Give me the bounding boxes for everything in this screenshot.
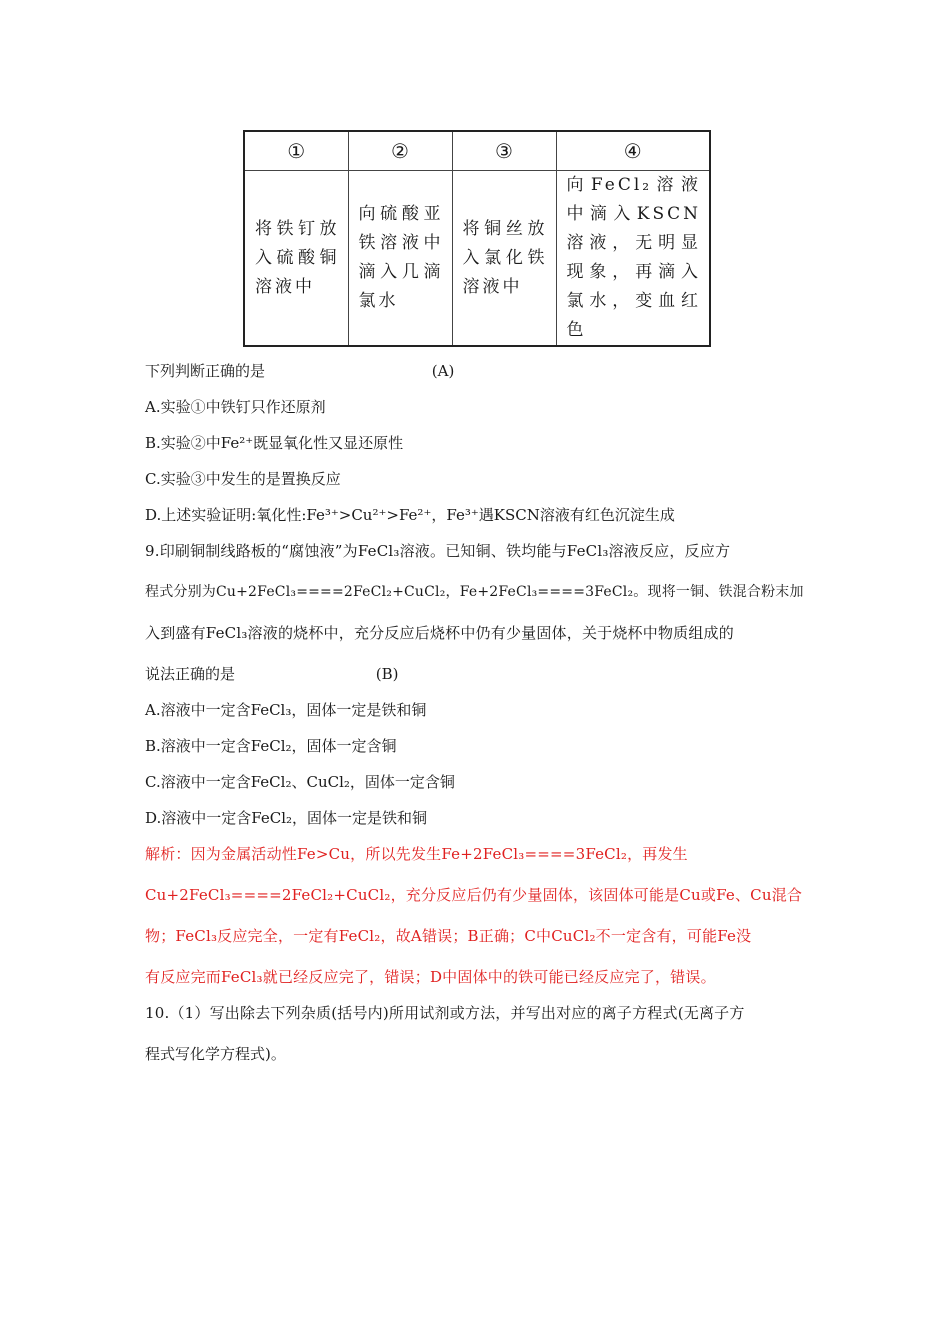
q8-option-a: A.实验①中铁钉只作还原剂 <box>145 398 326 416</box>
q9-stem-line-4 <box>145 663 399 684</box>
q8-option-b: B.实验②中Fe²⁺既显氧化性又显还原性 <box>145 434 404 452</box>
q9-analysis-line-1: 解析：因为金属活动性Fe>Cu，所以先发生Fe+2FeCl₃====3FeCl₂，再发生 <box>145 845 688 863</box>
q9-answer: (B) <box>375 665 399 683</box>
q9-analysis-line-2: Cu+2FeCl₃====2FeCl₂+CuCl₂，充分反应后仍有少量固体，该固体可能是Cu或Fe、Cu混合 <box>145 886 803 904</box>
q9-analysis-line-4: 有反应完而FeCl₃就已经反应完了，错误；D中固体中的铁可能已经反应完了，错误。 <box>145 968 716 986</box>
table-header-row <box>244 131 710 171</box>
table-header-1: ① <box>244 131 348 171</box>
q9-option-b: B.溶液中一定含FeCl₂，固体一定含铜 <box>145 737 397 755</box>
q8-option-d: D.上述实验证明:氧化性:Fe³⁺>Cu²⁺>Fe²⁺，Fe³⁺遇KSCN溶液有红色沉淀生成 <box>145 506 675 524</box>
q8-stem-line <box>145 360 454 381</box>
q9-stem-line-2: 程式分别为Cu+2FeCl₃====2FeCl₂+CuCl₂，Fe+2FeCl₃====3FeCl₂。现将一铜、铁混合粉末加 <box>145 584 804 600</box>
q8-stem: 下列判断正确的是 <box>145 362 266 380</box>
table-cell-3: 将铜丝放入氯化铁溶液中 <box>452 171 556 347</box>
table-header-3: ③ <box>452 131 556 171</box>
q8-answer: (A) <box>431 362 455 380</box>
q9-stem-line-3: 入到盛有FeCl₃溶液的烧杯中，充分反应后烧杯中仍有少量固体，关于烧杯中物质组成的 <box>145 624 734 642</box>
q8-option-c: C.实验③中发生的是置换反应 <box>145 470 341 488</box>
table-cell-4: 向FeCl₂溶液中滴入KSCN溶液，无明显现象，再滴入氯水，变血红色 <box>556 171 710 347</box>
q9-option-c: C.溶液中一定含FeCl₂、CuCl₂，固体一定含铜 <box>145 773 455 791</box>
table-row <box>244 171 710 347</box>
q9-option-a: A.溶液中一定含FeCl₃，固体一定是铁和铜 <box>145 701 427 719</box>
experiment-table <box>243 130 711 347</box>
table-cell-1: 将铁钉放入硫酸铜溶液中 <box>244 171 348 347</box>
q10-line-1: 10.（1）写出除去下列杂质(括号内)所用试剂或方法，并写出对应的离子方程式(无离子方 <box>145 1004 745 1022</box>
table-header-4: ④ <box>556 131 710 171</box>
q9-analysis-line-3: 物；FeCl₃反应完全，一定有FeCl₂，故A错误；B正确；C中CuCl₂不一定含有，可能Fe没 <box>145 927 752 945</box>
table-cell-2: 向硫酸亚铁溶液中滴入几滴氯水 <box>348 171 452 347</box>
table-header-2: ② <box>348 131 452 171</box>
q9-option-d: D.溶液中一定含FeCl₂，固体一定是铁和铜 <box>145 809 428 827</box>
q9-stem-line-1: 9.印刷铜制线路板的“腐蚀液”为FeCl₃溶液。已知铜、铁均能与FeCl₃溶液反应，反应方 <box>145 542 731 560</box>
q9-stem-last: 说法正确的是 <box>145 665 236 683</box>
q10-line-2: 程式写化学方程式)。 <box>145 1045 286 1063</box>
